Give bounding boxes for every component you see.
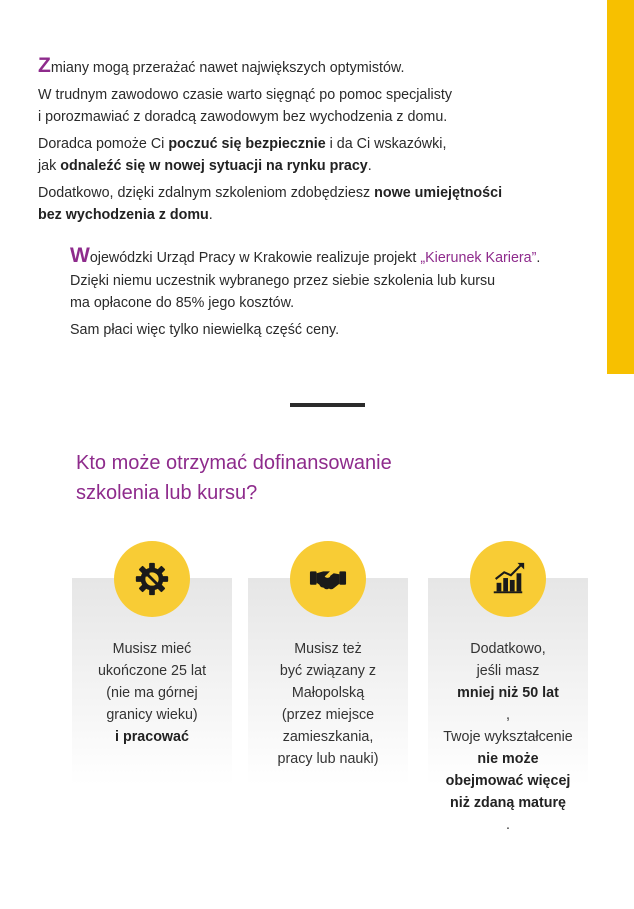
dropcap-w: W — [70, 244, 90, 267]
growth-chart-icon — [470, 541, 546, 617]
section-divider — [290, 403, 365, 407]
intro-paragraph-3: Doradca pomoże Ci poczuć się bezpiecznie i da Ci wskazówki, jak odnaleźć się w nowej sytuacji na rynku pracy. — [38, 135, 447, 174]
project-line-4: Sam płaci więc tylko niewielką część ceny. — [70, 321, 340, 338]
project-line-1: Wojewódzki Urząd Pracy w Krakowie realizuje projekt „Kierunek Kariera”. Dzięki niemu uczestnik wybranego przez siebie szkolenia lub kursu ma opłacone do 85% jego kosztów. — [70, 244, 541, 311]
card-text: Musisz mieć ukończone 25 lat (nie ma górnej granicy wieku) i pracować — [97, 641, 207, 745]
section-heading: Kto może otrzymać dofinansowanie szkolenia lub kursu? — [76, 452, 392, 504]
card-text: Musisz też być związany z Małopolską (przez miejsce zamieszkania, pracy lub nauki) — [277, 641, 379, 767]
yellow-side-bar — [607, 0, 634, 374]
intro-paragraph-4: Dodatkowo, dzięki zdalnym szkoleniom zdobędziesz nowe umiejętności bez wychodzenia z domu. — [38, 184, 503, 223]
project-name: „Kierunek Kariera” — [420, 250, 537, 266]
intro-text — [38, 55, 578, 231]
handshake-icon — [290, 541, 366, 617]
project-description — [70, 245, 590, 345]
intro-paragraph-1: Zmiany mogą przerażać nawet największych optymistów. — [38, 54, 405, 77]
gear-wrench-icon — [114, 541, 190, 617]
dropcap-z: Z — [38, 54, 51, 77]
intro-paragraph-2: W trudnym zawodowo czasie warto sięgnąć po pomoc specjalisty i porozmawiać z doradcą zawodowym bez wychodzenia z domu. — [38, 86, 452, 125]
card-text: Dodatkowo, jeśli masz mniej niż 50 lat , Twoje wykształcenie nie może obejmować więcej niż zdaną maturę . — [443, 641, 573, 833]
